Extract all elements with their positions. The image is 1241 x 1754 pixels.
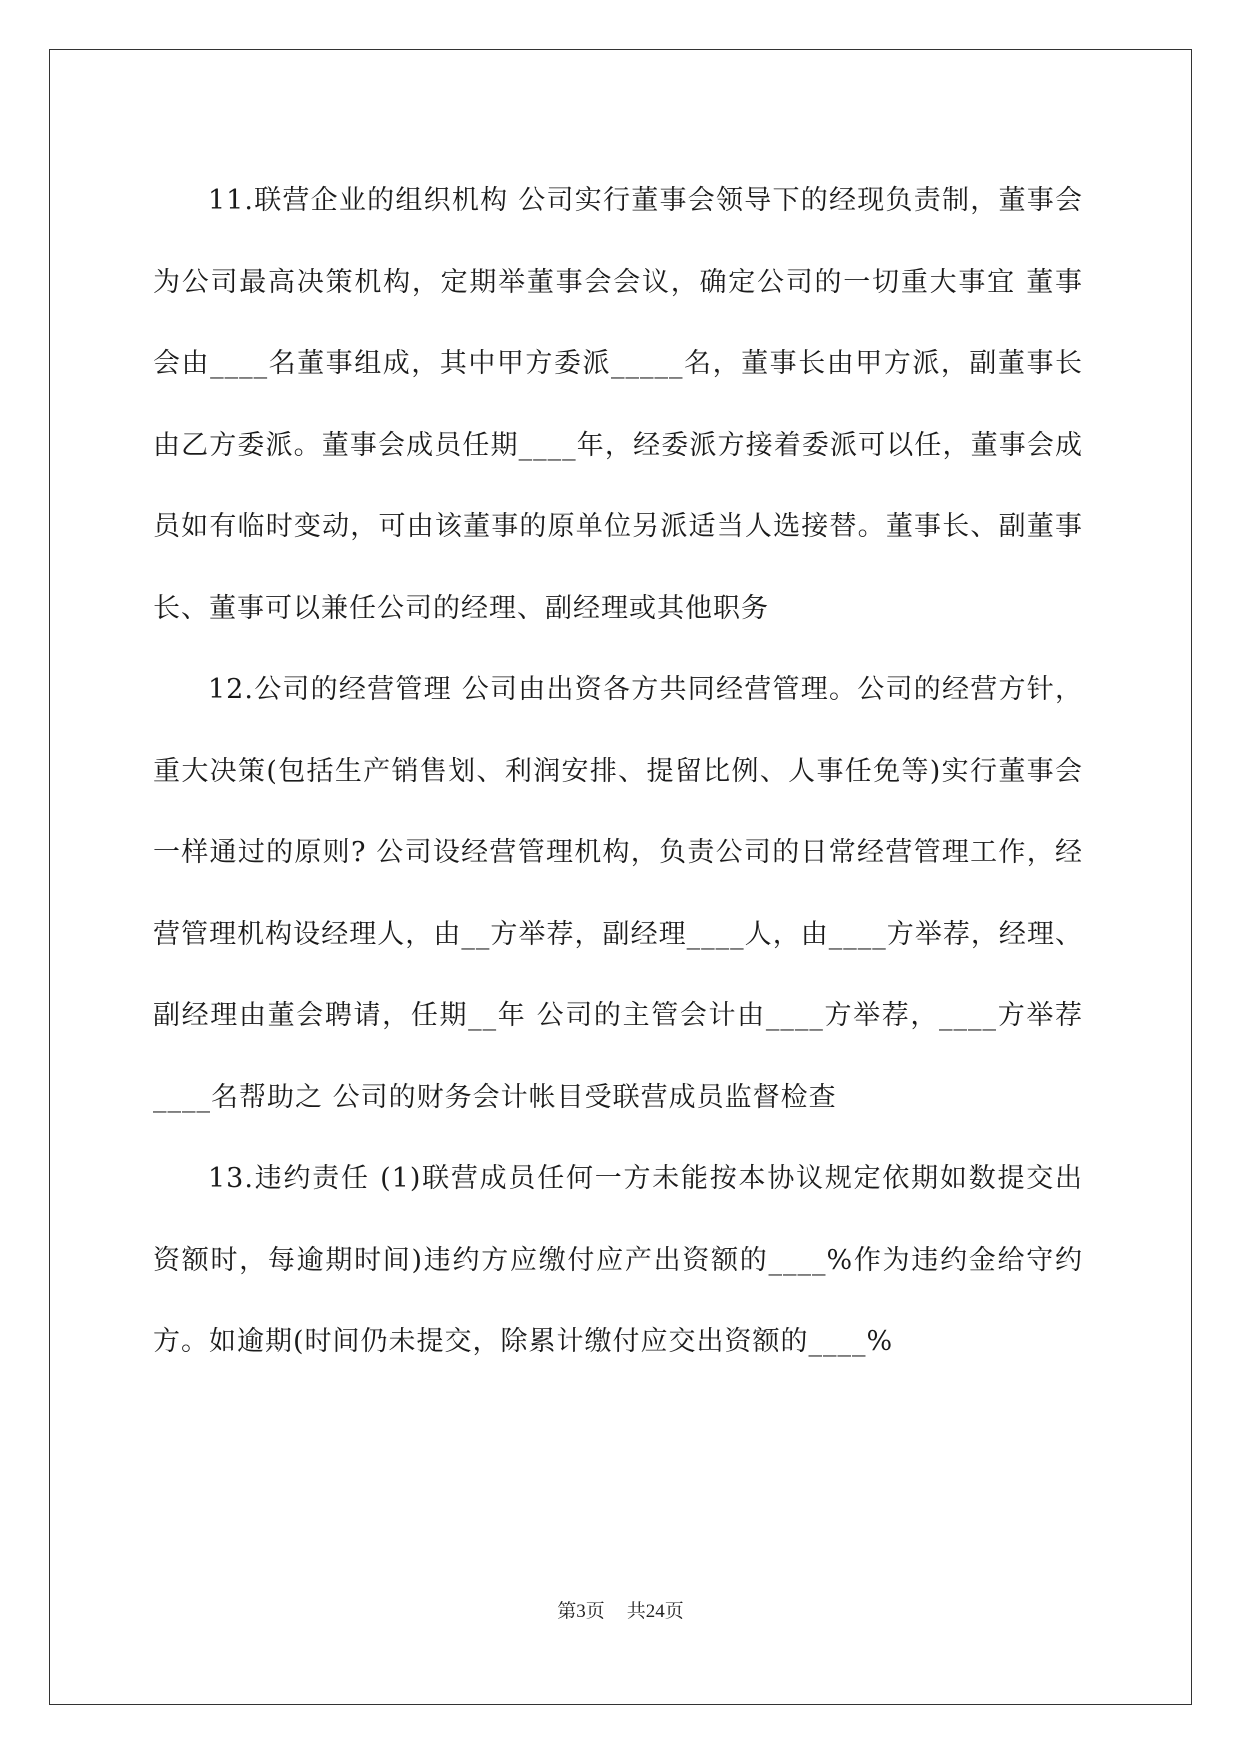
- page-number-total: 共24页: [626, 1601, 684, 1622]
- document-body: [153, 160, 1083, 1383]
- paragraph-liability: 13.违约责任 (1)联营成员任何一方未能按本协议规定依期如数提交出资额时，每逾期时间)违约方应缴付应产出资额的____%作为违约金给守约方。如逾期(时间仍未提交，除累计缴付应交出资额的____%: [153, 1163, 1083, 1357]
- paragraph-organization: 11.联营企业的组织机构 公司实行董事会领导下的经现负责制，董事会为公司最高决策机构，定期举董事会会议，确定公司的一切重大事宜 董事会由____名董事组成，其中甲方委派_____名，董事长由甲方派，副董事长由乙方委派。董事会成员任期____年，经委派方接着委派可以任，董事会成员如有临时变动，可由该董事的原单位另派适当人选接替。董事长、副董事长、董事可以兼任公司的经理、副经理或其他职务: [153, 185, 1083, 624]
- page-footer: [0, 1596, 1241, 1623]
- paragraph-management: 12.公司的经营管理 公司由出资各方共同经营管理。公司的经营方针，重大决策(包括生产销售划、利润安排、提留比例、人事任免等)实行董事会一样通过的原则? 公司设经营管理机构，负责公司的日常经营管理工作，经营管理机构设经理人，由__方举荐，副经理____人，由____方举荐，经理、副经理由董会聘请，任期__年 公司的主管会计由____方举荐，____方举荐____名帮助之 公司的财务会计帐目受联营成员监督检查: [153, 674, 1083, 1113]
- page-number-current: 第3页: [557, 1601, 605, 1622]
